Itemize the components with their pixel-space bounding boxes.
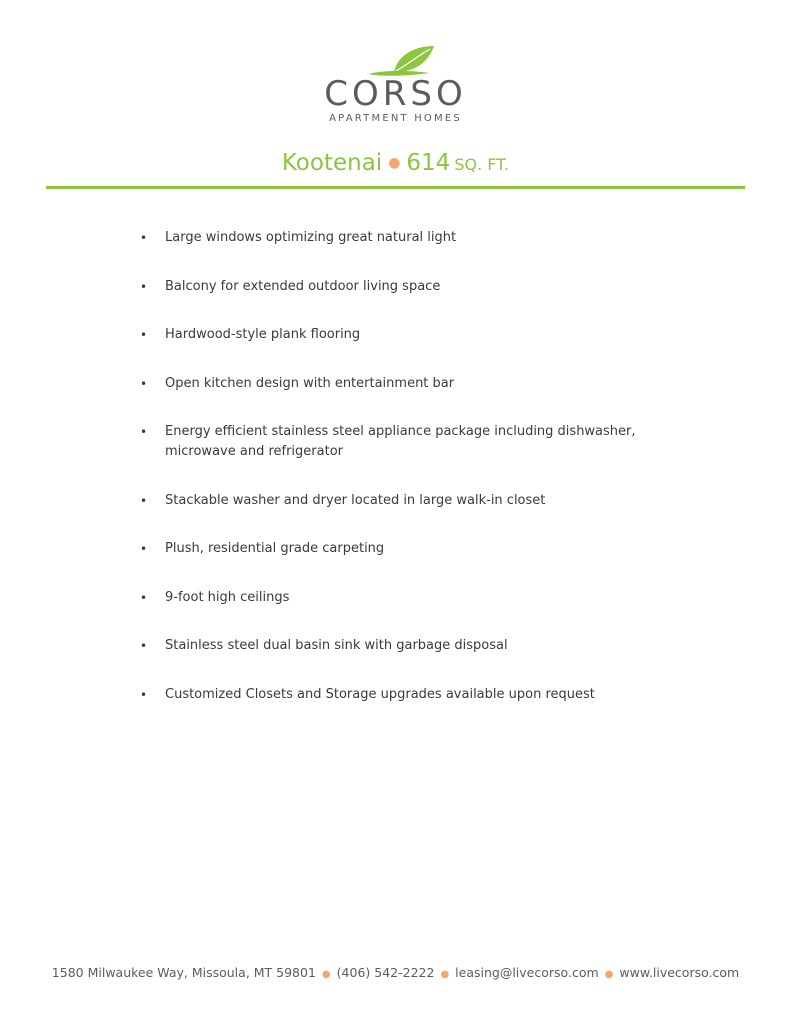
- footer-email-link[interactable]: leasing@livecorso.com: [455, 965, 599, 980]
- feature-text: Energy efficient stainless steel appliance package including dishwasher, microwave and refrigerator: [165, 424, 636, 459]
- feature-item: [138, 588, 698, 608]
- bullet-icon: •: [140, 328, 148, 342]
- footer-separator-dot: ●: [604, 969, 614, 980]
- feature-item: [138, 539, 698, 559]
- bullet-icon: •: [140, 425, 148, 439]
- page-title: [0, 146, 791, 183]
- brand-name: CORSO: [324, 74, 467, 114]
- title-separator-dot: ●: [388, 155, 401, 171]
- feature-item: [138, 491, 698, 511]
- feature-list: [138, 228, 698, 733]
- bullet-icon: •: [140, 279, 148, 294]
- feature-text: Stainless steel dual basin sink with garbage disposal: [165, 638, 508, 653]
- brand-tagline: APARTMENT HOMES: [329, 113, 462, 124]
- floor-plan-name: Kootenai: [281, 150, 383, 176]
- footer-website-link[interactable]: www.livecorso.com: [619, 965, 740, 980]
- feature-item: [138, 277, 698, 297]
- feature-item: [138, 228, 698, 248]
- feature-text: Stackable washer and dryer located in large walk-in closet: [165, 492, 546, 508]
- feature-item: [138, 374, 698, 394]
- footer-address: 1580 Milwaukee Way, Missoula, MT 59801: [51, 965, 316, 980]
- square-feet-value: 614: [406, 150, 451, 176]
- footer-separator-dot: ●: [440, 969, 450, 980]
- header-divider: [46, 186, 745, 189]
- feature-text: Hardwood-style plank flooring: [165, 327, 361, 342]
- feature-text: Large windows optimizing great natural light: [165, 230, 457, 245]
- feature-item: [138, 636, 698, 656]
- feature-text: Plush, residential grade carpeting: [165, 541, 385, 556]
- bullet-icon: •: [140, 639, 148, 653]
- bullet-icon: •: [140, 687, 148, 702]
- square-feet-unit: SQ. FT.: [454, 155, 510, 174]
- feature-text: Customized Closets and Storage upgrades available upon request: [165, 686, 595, 702]
- bullet-icon: •: [140, 542, 148, 556]
- footer-separator-dot: ●: [321, 969, 331, 980]
- feature-text: Balcony for extended outdoor living space: [165, 278, 441, 294]
- feature-item: [138, 422, 698, 462]
- feature-item: [138, 685, 698, 705]
- leaf-logo-icon: [364, 44, 436, 78]
- bullet-icon: •: [140, 590, 148, 605]
- feature-item: [138, 325, 698, 345]
- footer-phone[interactable]: (406) 542-2222: [336, 965, 435, 980]
- feature-text: Open kitchen design with entertainment bar: [165, 375, 455, 391]
- bullet-icon: •: [140, 231, 148, 245]
- contact-footer: [0, 964, 791, 984]
- feature-text: 9-foot high ceilings: [165, 589, 290, 605]
- bullet-icon: •: [140, 376, 148, 391]
- bullet-icon: •: [140, 493, 148, 508]
